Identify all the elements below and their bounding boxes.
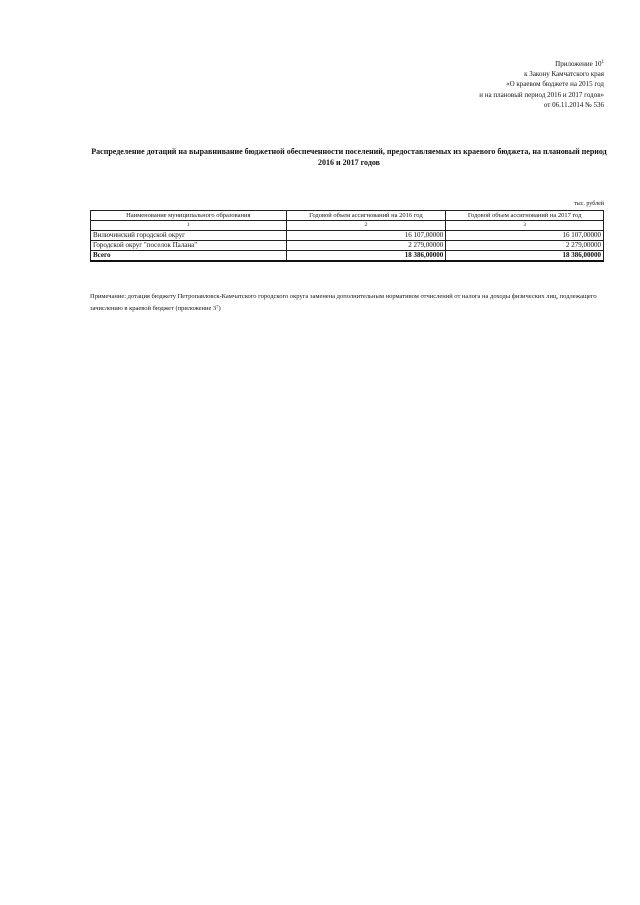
- appendix-header: [479, 58, 604, 110]
- column-header-name: Наименование муниципального образования: [91, 211, 287, 221]
- table-index-row: [91, 221, 604, 231]
- appendix-law-date: от 06.11.2014 № 536: [543, 100, 604, 109]
- appendix-number: Приложение $10^1$: [555, 60, 604, 68]
- amount-2017: 2 279,00000: [446, 241, 604, 251]
- amount-2016: 2 279,00000: [286, 241, 446, 251]
- column-header-2017: Годовой объем ассигнований на 2017 год: [446, 211, 604, 221]
- column-index-2: 2: [286, 221, 446, 231]
- footnote-tail: ): [218, 305, 221, 312]
- municipality-name: Городской округ "поселок Палана": [91, 241, 287, 251]
- amount-2016: 16 107,00000: [286, 231, 446, 241]
- column-index-1: 1: [91, 221, 287, 231]
- table-header-row: [91, 211, 604, 221]
- total-2016: 18 386,00000: [286, 251, 446, 262]
- footnote-sup: 7: [216, 304, 219, 309]
- units-label: тыс. рублей: [574, 201, 604, 207]
- document-title: Распределение дотаций на выравнивание бюджетной обеспеченности поселений, предоставляемых из краевого бюджета, на плановый период 2016 и 2017 годов: [91, 147, 607, 167]
- footnote-text: Примечание: дотация бюджету Петропавловск-Камчатского городского округа заменена дополнительным нормативом отчислений от налога на доходы физических лиц, подлежащего зачислению в краевой бюджет (приложение 3: [90, 293, 597, 312]
- total-2017: 18 386,00000: [446, 251, 604, 262]
- column-index-3: 3: [446, 221, 604, 231]
- appendix-law-period: и на плановый период 2016 и 2017 годов»: [479, 90, 604, 99]
- total-label: Всего: [91, 251, 287, 262]
- appendix-law-ref: к Закону Камчатского края: [524, 70, 604, 79]
- table-row: [91, 241, 604, 251]
- table-row: [91, 231, 604, 241]
- municipality-name: Вилючинский городской округ: [91, 231, 287, 241]
- footnote: [90, 292, 606, 314]
- appendix-law-title: «О краевом бюджете на 2015 год: [506, 80, 604, 89]
- amount-2017: 16 107,00000: [446, 231, 604, 241]
- column-header-2016: Годовой объем ассигнований на 2016 год: [286, 211, 446, 221]
- table-total-row: [91, 251, 604, 262]
- allocation-table: [90, 210, 604, 262]
